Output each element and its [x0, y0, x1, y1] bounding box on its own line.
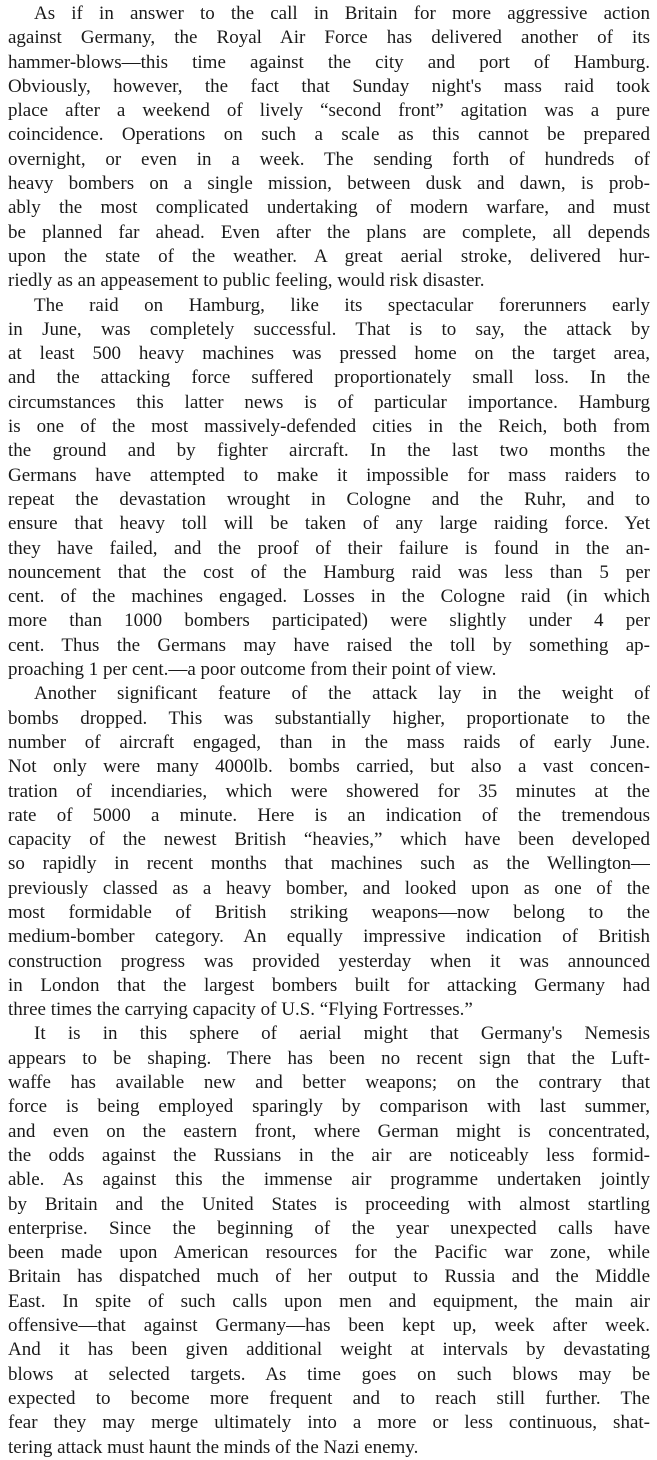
text-line: riedly as an appeasement to public feeling, would risk disaster. — [8, 270, 485, 292]
text-line: tering attack must haunt the minds of the Nazi enemy. — [8, 1436, 419, 1458]
text-line: tration of incendiaries, which were showered for 35 minutes at the — [8, 780, 650, 802]
text-line: Britain has dispatched much of her output to Russia and the Middle — [8, 1266, 650, 1288]
text-line: expected to become more frequent and to reach still further. The — [8, 1387, 650, 1409]
text-line: in London that the largest bombers built for attacking Germany had — [8, 974, 650, 996]
text-line: hammer-blows—this time against the city and port of Hamburg. — [8, 51, 650, 73]
text-line: the odds against the Russians in the air are noticeably less formid- — [8, 1144, 650, 1166]
text-line: Another significant feature of the attack lay in the weight of — [34, 683, 650, 705]
text-line: offensive—that against Germany—has been kept up, week after week. — [8, 1315, 650, 1337]
text-line: overnight, or even in a week. The sending forth of hundreds of — [8, 148, 650, 170]
text-line: As if in answer to the call in Britain for more aggressive action — [34, 3, 650, 24]
text-line: capacity of the newest British “heavies,” which have been developed — [8, 829, 650, 851]
text-line: Not only were many 4000lb. bombs carried, but also a vast concen- — [8, 756, 650, 778]
text-line: been made upon American resources for the Pacific war zone, while — [8, 1242, 650, 1264]
text-line: appears to be shaping. There has been no recent sign that the Luft- — [8, 1047, 650, 1069]
text-line: Obviously, however, the fact that Sunday night's mass raid took — [8, 75, 650, 97]
text-line: fear they may merge ultimately into a more or less continuous, shat- — [8, 1412, 650, 1434]
text-line: and even on the eastern front, where German might is concentrated, — [8, 1120, 650, 1142]
text-line: previously classed as a heavy bomber, and looked upon as one of the — [8, 877, 650, 899]
text-line: circumstances this latter news is of particular importance. Hamburg — [8, 391, 650, 413]
text-line: more than 1000 bombers participated) were slightly under 4 per — [8, 610, 650, 632]
text-line: And it has been given additional weight at intervals by devastating — [8, 1339, 650, 1361]
text-line: waffe has available new and better weapons; on the contrary that — [8, 1072, 650, 1094]
text-line: proaching 1 per cent.—a poor outcome from their point of view. — [8, 659, 497, 681]
text-line: number of aircraft engaged, than in the mass raids of early June. — [8, 731, 650, 753]
text-line: cent. Thus the Germans may have raised the toll by something ap- — [8, 634, 650, 656]
text-line: blows at selected targets. As time goes on such blows may be — [8, 1363, 650, 1385]
text-line: against Germany, the Royal Air Force has delivered another of its — [8, 27, 650, 49]
text-line: the ground and by fighter aircraft. In the last two months the — [8, 440, 650, 462]
text-line: at least 500 heavy machines was pressed home on the target area, — [8, 343, 650, 365]
text-line: by Britain and the United States is proceeding with almost startling — [8, 1193, 650, 1215]
text-line: It is in this sphere of aerial might that Germany's Nemesis — [34, 1023, 650, 1045]
text-line: most formidable of British striking weapons—now belong to the — [8, 901, 650, 923]
text-line: construction progress was provided yesterday when it was announced — [8, 950, 650, 972]
text-line: rate of 5000 a minute. Here is an indication of the tremendous — [8, 804, 650, 826]
text-line: coincidence. Operations on such a scale as this cannot be prepared — [8, 124, 650, 146]
text-line: so rapidly in recent months that machines such as the Wellington— — [8, 853, 650, 875]
text-line: in June, was completely successful. That is to say, the attack by — [8, 318, 650, 340]
text-line: they have failed, and the proof of their failure is found in the an- — [8, 537, 650, 559]
text-line: medium-bomber category. An equally impressive indication of British — [8, 926, 650, 948]
text-line: bombs dropped. This was substantially higher, proportionate to the — [8, 707, 650, 729]
text-line: ably the most complicated undertaking of modern warfare, and must — [8, 197, 650, 219]
text-line: upon the state of the weather. A great aerial stroke, delivered hur- — [8, 245, 650, 267]
text-line: heavy bombers on a single mission, between dusk and dawn, is prob- — [8, 173, 650, 195]
article-paragraph-1 — [8, 2, 650, 294]
text-line: be planned far ahead. Even after the plans are complete, all depends — [8, 221, 650, 243]
text-line: nouncement that the cost of the Hamburg raid was less than 5 per — [8, 561, 650, 583]
text-line: cent. of the machines engaged. Losses in the Cologne raid (in which — [8, 586, 650, 608]
text-line: three times the carrying capacity of U.S. “Flying Fortresses.” — [8, 999, 473, 1021]
text-line: place after a weekend of lively “second front” agitation was a pure — [8, 100, 650, 122]
article-paragraph-2 — [8, 294, 650, 683]
text-line: The raid on Hamburg, like its spectacular forerunners early — [34, 294, 650, 316]
text-line: repeat the devastation wrought in Cologne and the Ruhr, and to — [8, 488, 650, 510]
article-paragraph-4 — [8, 1022, 650, 1459]
newspaper-article — [8, 2, 650, 1460]
text-line: East. In spite of such calls upon men and equipment, the main air — [8, 1290, 650, 1312]
text-line: able. As against this the immense air programme undertaken jointly — [8, 1169, 650, 1191]
text-line: ensure that heavy toll will be taken of any large raiding force. Yet — [8, 513, 650, 535]
article-paragraph-3 — [8, 682, 650, 1022]
text-line: and the attacking force suffered proportionately small loss. In the — [8, 367, 650, 389]
text-line: is one of the most massively-defended cities in the Reich, both from — [8, 416, 650, 438]
text-line: Germans have attempted to make it impossible for mass raiders to — [8, 464, 650, 486]
text-line: enterprise. Since the beginning of the year unexpected calls have — [8, 1217, 650, 1239]
text-line: force is being employed sparingly by comparison with last summer, — [8, 1096, 650, 1118]
